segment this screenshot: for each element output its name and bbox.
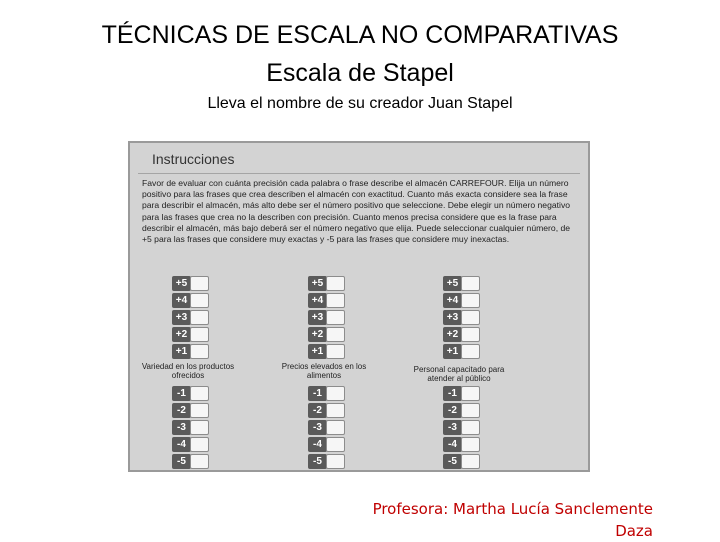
rating-checkbox[interactable] <box>326 344 345 359</box>
rating-option[interactable] <box>308 454 348 469</box>
rating-checkbox[interactable] <box>326 310 345 325</box>
slide-title: TÉCNICAS DE ESCALA NO COMPARATIVAS <box>101 21 619 49</box>
rating-checkbox[interactable] <box>190 327 209 342</box>
rating-checkbox[interactable] <box>190 293 209 308</box>
rating-option[interactable] <box>172 454 212 469</box>
instructions-divider <box>138 173 580 174</box>
rating-option[interactable] <box>443 454 483 469</box>
rating-checkbox[interactable] <box>190 344 209 359</box>
rating-checkbox[interactable] <box>326 420 345 435</box>
rating-checkbox[interactable] <box>461 276 480 291</box>
rating-option[interactable] <box>443 420 483 435</box>
scale-label: Precios elevados en los alimentos <box>281 362 367 380</box>
rating-option[interactable] <box>308 403 348 418</box>
rating-checkbox[interactable] <box>190 310 209 325</box>
rating-checkbox[interactable] <box>326 293 345 308</box>
rating-value: +4 <box>443 293 462 308</box>
rating-value: -4 <box>308 437 327 452</box>
rating-value: +1 <box>443 344 462 359</box>
rating-option[interactable] <box>308 327 348 342</box>
rating-checkbox[interactable] <box>461 454 480 469</box>
rating-option[interactable] <box>172 437 212 452</box>
rating-checkbox[interactable] <box>461 420 480 435</box>
rating-option[interactable] <box>172 276 212 291</box>
rating-value: -1 <box>172 386 191 401</box>
rating-checkbox[interactable] <box>190 403 209 418</box>
rating-value: +2 <box>308 327 327 342</box>
rating-option[interactable] <box>172 403 212 418</box>
rating-checkbox[interactable] <box>461 293 480 308</box>
rating-value: +1 <box>172 344 191 359</box>
rating-value: +3 <box>172 310 191 325</box>
rating-value: -4 <box>172 437 191 452</box>
rating-option[interactable] <box>443 310 483 325</box>
rating-value: -3 <box>308 420 327 435</box>
rating-option[interactable] <box>443 276 483 291</box>
rating-option[interactable] <box>443 403 483 418</box>
rating-option[interactable] <box>443 344 483 359</box>
rating-value: +4 <box>308 293 327 308</box>
teacher-credit: Profesora: Martha Lucía Sanclemente Daza <box>372 500 653 540</box>
rating-option[interactable] <box>172 293 212 308</box>
rating-value: +3 <box>308 310 327 325</box>
rating-value: -3 <box>172 420 191 435</box>
rating-checkbox[interactable] <box>326 454 345 469</box>
rating-checkbox[interactable] <box>326 276 345 291</box>
rating-option[interactable] <box>443 327 483 342</box>
rating-value: +2 <box>443 327 462 342</box>
rating-checkbox[interactable] <box>190 454 209 469</box>
rating-option[interactable] <box>172 310 212 325</box>
rating-option[interactable] <box>172 420 212 435</box>
rating-option[interactable] <box>308 386 348 401</box>
rating-option[interactable] <box>443 437 483 452</box>
rating-option[interactable] <box>172 327 212 342</box>
rating-option[interactable] <box>172 344 212 359</box>
rating-value: -1 <box>308 386 327 401</box>
rating-checkbox[interactable] <box>326 327 345 342</box>
rating-option[interactable] <box>308 420 348 435</box>
rating-checkbox[interactable] <box>190 420 209 435</box>
rating-option[interactable] <box>308 310 348 325</box>
rating-checkbox[interactable] <box>326 437 345 452</box>
rating-option[interactable] <box>308 437 348 452</box>
slide-description: Lleva el nombre de su creador Juan Stapel <box>207 95 513 112</box>
rating-value: -2 <box>443 403 462 418</box>
rating-option[interactable] <box>308 344 348 359</box>
rating-value: +2 <box>172 327 191 342</box>
rating-checkbox[interactable] <box>461 386 480 401</box>
rating-value: +5 <box>443 276 462 291</box>
rating-value: -5 <box>172 454 191 469</box>
rating-checkbox[interactable] <box>190 437 209 452</box>
rating-option[interactable] <box>308 276 348 291</box>
rating-value: +5 <box>308 276 327 291</box>
rating-option[interactable] <box>443 293 483 308</box>
rating-value: -4 <box>443 437 462 452</box>
rating-value: -2 <box>308 403 327 418</box>
rating-value: -5 <box>443 454 462 469</box>
rating-checkbox[interactable] <box>190 276 209 291</box>
rating-option[interactable] <box>443 386 483 401</box>
rating-checkbox[interactable] <box>461 327 480 342</box>
rating-value: +5 <box>172 276 191 291</box>
rating-value: -2 <box>172 403 191 418</box>
rating-value: +1 <box>308 344 327 359</box>
rating-value: +4 <box>172 293 191 308</box>
rating-value: -3 <box>443 420 462 435</box>
stapel-scale-figure <box>128 141 590 472</box>
scale-label: Personal capacitado para atender al público <box>413 365 505 383</box>
rating-checkbox[interactable] <box>326 403 345 418</box>
rating-option[interactable] <box>308 293 348 308</box>
rating-option[interactable] <box>172 386 212 401</box>
rating-value: +3 <box>443 310 462 325</box>
rating-checkbox[interactable] <box>461 310 480 325</box>
rating-checkbox[interactable] <box>461 437 480 452</box>
instructions-text: Favor de evaluar con cuánta precisión cada palabra o frase describe el almacén CARREFOUR. Elija un número positivo para las frases que crea describen el almacén con exactitud. Cuanto más exacta considere sea la frase para describir el almacén, más alto debe ser el número positivo que seleccione. Debe elegir un número negativo para las frases que crea no la describen con precisión. Cuanto menos precisa considere que es la frase para describir el almacén, más bajo deberá ser el número negativo que elija. Puede seleccionar cualquier número, de +5 para las frases que considere muy exactas y -5 para las frases que considere muy inexactas. <box>142 178 571 245</box>
slide-subtitle: Escala de Stapel <box>266 59 454 87</box>
rating-value: -1 <box>443 386 462 401</box>
rating-checkbox[interactable] <box>461 403 480 418</box>
rating-checkbox[interactable] <box>461 344 480 359</box>
instructions-heading: Instrucciones <box>152 151 235 167</box>
rating-checkbox[interactable] <box>326 386 345 401</box>
rating-checkbox[interactable] <box>190 386 209 401</box>
scale-label: Variedad en los productos ofrecidos <box>141 362 235 380</box>
rating-value: -5 <box>308 454 327 469</box>
